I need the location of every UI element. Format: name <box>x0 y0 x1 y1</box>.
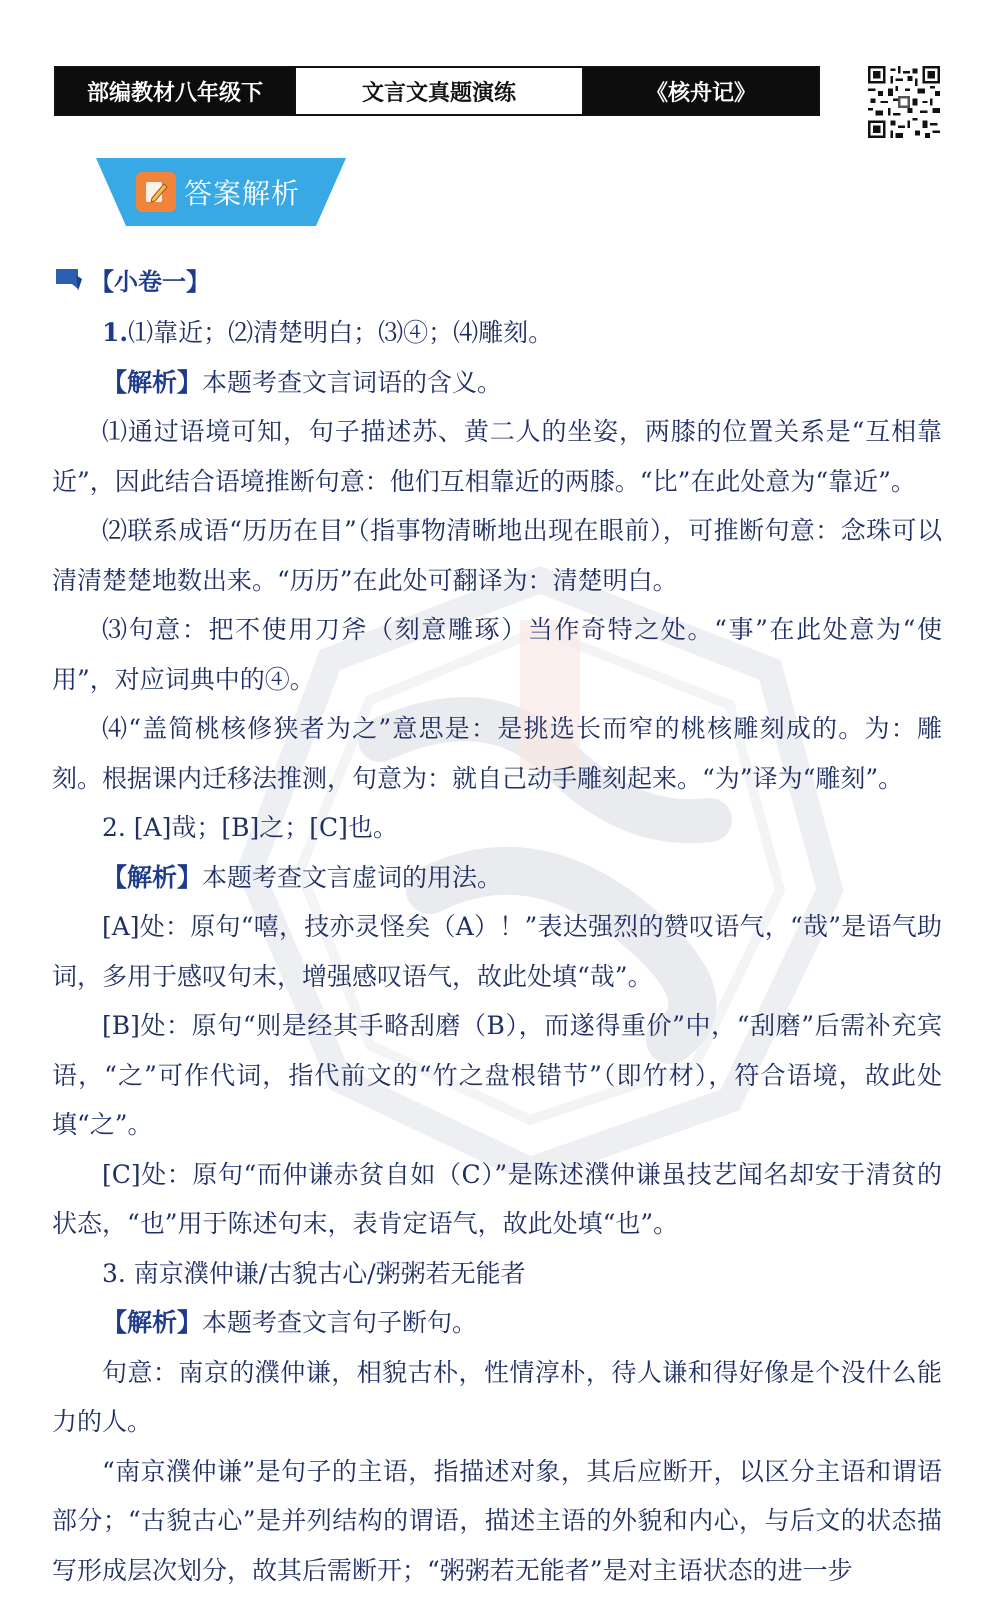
paragraph <box>52 605 942 704</box>
paragraph <box>52 1298 942 1348</box>
paragraph-text: [A]处：原句“嘻，技亦灵怪矣（A）！”表达强烈的赞叹语气，“哉”是语气助词，多用于感叹句末，增强感叹语气，故此处填“哉”。 <box>52 912 942 991</box>
paragraph-lead: 【解析】 <box>102 862 203 892</box>
header-bar <box>54 66 820 116</box>
paragraph <box>52 506 942 605</box>
paragraph-text: 3. 南京濮仲谦/古貌古心/粥粥若无能者 <box>102 1258 526 1288</box>
paragraph-text: ⑶句意：把不使用刀斧（刻意雕琢）当作奇特之处。“事”在此处意为“使用”，对应词典中的④。 <box>52 615 942 694</box>
paragraph-text: 2. [A]哉；[B]之；[C]也。 <box>102 813 398 842</box>
paragraph-lead: 【解析】 <box>102 367 203 397</box>
paragraph <box>52 1348 942 1447</box>
answer-analysis-banner <box>96 158 346 226</box>
paragraph-lead: 1. <box>102 318 129 347</box>
bookmark-icon <box>54 267 84 293</box>
header-lesson: 《核舟记》 <box>584 68 818 114</box>
paragraph <box>52 1249 942 1299</box>
header-subject: 文言文真题演练 <box>294 68 584 114</box>
paragraph-text: 本题考查文言词语的含义。 <box>202 367 503 397</box>
paragraph-text: 本题考查文言虚词的用法。 <box>202 862 503 892</box>
paragraph-text: ⑵联系成语“历历在目”（指事物清晰地出现在眼前），可推断句意：念珠可以清清楚楚地数出来。“历历”在此处可翻译为：清楚明白。 <box>52 516 942 595</box>
qr-code-icon <box>868 66 940 138</box>
paragraph-text: 本题考查文言句子断句。 <box>202 1308 478 1337</box>
paragraph <box>52 704 942 803</box>
paragraph <box>52 853 942 903</box>
paragraph <box>52 803 942 853</box>
section-title: 【小卷一】 <box>90 268 210 296</box>
paragraph <box>52 1447 942 1596</box>
answer-content <box>52 308 942 1595</box>
pencil-icon <box>136 172 176 212</box>
paragraph-text: [C]处：原句“而仲谦赤贫自如（C）”是陈述濮仲谦虽技艺闻名却安于清贫的状态，“也”用于陈述句末，表肯定语气，故此处填“也”。 <box>52 1159 942 1238</box>
paragraph <box>52 902 942 1001</box>
paragraph-text: ⑷“盖简桃核修狭者为之”意思是：是挑选长而窄的桃核雕刻成的。为：雕刻。根据课内迁移法推测，句意为：就自己动手雕刻起来。“为”译为“雕刻”。 <box>52 714 942 793</box>
paragraph <box>52 358 942 408</box>
paragraph <box>52 1150 942 1249</box>
paragraph-lead: 【解析】 <box>102 1308 203 1337</box>
paragraph-text: [B]处：原句“则是经其手略刮磨（B），而遂得重价”中，“刮磨”后需补充宾语，“之”可作代词，指代前文的“竹之盘根错节”（即竹材），符合语境，故此处填“之”。 <box>52 1011 942 1139</box>
paragraph-text: ⑴通过语境可知，句子描述苏、黄二人的坐姿，两膝的位置关系是“互相靠近”，因此结合语境推断句意：他们互相靠近的两膝。“比”在此处意为“靠近”。 <box>52 417 942 496</box>
paragraph-text: 句意：南京的濮仲谦，相貌古朴，性情淳朴，待人谦和得好像是个没什么能力的人。 <box>52 1357 942 1436</box>
paragraph <box>52 1001 942 1150</box>
paragraph <box>52 308 942 358</box>
banner-label: 答案解析 <box>184 177 301 210</box>
paragraph-text: “南京濮仲谦”是句子的主语，指描述对象，其后应断开，以区分主语和谓语部分；“古貌古心”是并列结构的谓语，描述主语的外貌和内心，与后文的状态描写形成层次划分，故其后需断开；“粥粥若无能者”是对主语状态的进一步 <box>52 1456 942 1585</box>
paragraph-text: ⑴靠近；⑵清楚明白；⑶④；⑷雕刻。 <box>128 318 554 347</box>
paragraph <box>52 407 942 506</box>
section-heading <box>54 262 210 297</box>
header-grade: 部编教材八年级下 <box>56 68 294 114</box>
